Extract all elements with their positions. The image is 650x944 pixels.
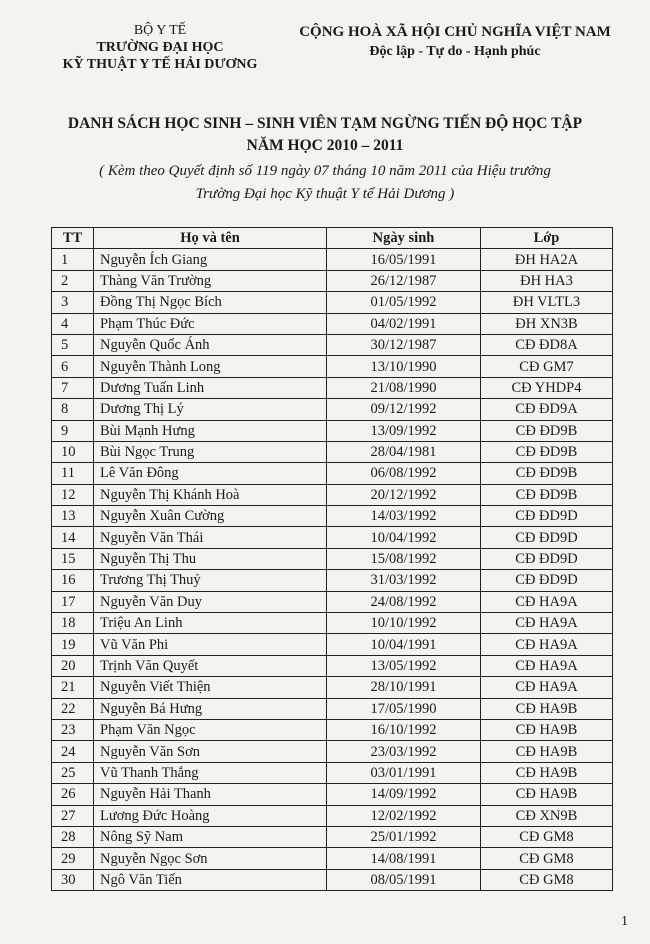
row-number: 23 [52, 719, 94, 740]
row-number: 14 [52, 527, 94, 548]
class-code: CĐ HA9A [481, 655, 613, 676]
student-name: Phạm Thúc Đức [94, 313, 327, 334]
birth-date: 16/10/1992 [327, 719, 481, 740]
row-number: 20 [52, 655, 94, 676]
class-code: CĐ HA9B [481, 741, 613, 762]
table-row [52, 826, 613, 847]
table-row [52, 334, 613, 355]
birth-date: 14/09/1992 [327, 784, 481, 805]
school-name-line1: TRƯỜNG ĐẠI HỌC [96, 40, 224, 55]
row-number: 10 [52, 441, 94, 462]
table-row [52, 313, 613, 334]
issuing-authority [40, 22, 280, 73]
class-code: CĐ GM8 [481, 848, 613, 869]
birth-date: 26/12/1987 [327, 270, 481, 291]
table-row [52, 463, 613, 484]
row-number: 18 [52, 613, 94, 634]
birth-date: 13/09/1992 [327, 420, 481, 441]
subtitle-line1: ( Kèm theo Quyết định số 119 ngày 07 tháng 10 năm 2011 của Hiệu trưởng [99, 163, 551, 179]
row-number: 1 [52, 249, 94, 270]
decision-reference [0, 160, 650, 206]
table-row [52, 762, 613, 783]
birth-date: 15/08/1992 [327, 548, 481, 569]
table-row [52, 527, 613, 548]
class-code: ĐH VLTL3 [481, 292, 613, 313]
class-code: ĐH XN3B [481, 313, 613, 334]
student-name: Vũ Văn Phi [94, 634, 327, 655]
row-number: 6 [52, 356, 94, 377]
birth-date: 06/08/1992 [327, 463, 481, 484]
class-code: CĐ ĐD9A [481, 399, 613, 420]
title-line1: DANH SÁCH HỌC SINH – SINH VIÊN TẠM NGỪNG TIẾN ĐỘ HỌC TẬP [67, 115, 583, 132]
birth-date: 13/10/1990 [327, 356, 481, 377]
row-number: 21 [52, 677, 94, 698]
table-row [52, 655, 613, 676]
student-name: Dương Tuấn Linh [94, 377, 327, 398]
class-code: CĐ ĐD8A [481, 334, 613, 355]
table-row [52, 741, 613, 762]
table-row [52, 249, 613, 270]
class-code: CĐ HA9B [481, 719, 613, 740]
ministry-name: BỘ Y TẾ [133, 23, 187, 38]
student-name: Nguyễn Quốc Ánh [94, 334, 327, 355]
birth-date: 12/02/1992 [327, 805, 481, 826]
class-code: CĐ XN9B [481, 805, 613, 826]
class-code: CĐ HA9A [481, 677, 613, 698]
student-name: Nguyễn Thành Long [94, 356, 327, 377]
row-number: 25 [52, 762, 94, 783]
student-name: Dương Thị Lý [94, 399, 327, 420]
header-class: Lớp [481, 228, 613, 249]
table-row [52, 270, 613, 291]
school-name-line2: KỸ THUẬT Y TẾ HẢI DƯƠNG [62, 57, 258, 72]
student-name: Vũ Thanh Thắng [94, 762, 327, 783]
student-name: Ngô Văn Tiến [94, 869, 327, 890]
student-name: Đồng Thị Ngọc Bích [94, 292, 327, 313]
row-number: 5 [52, 334, 94, 355]
birth-date: 23/03/1992 [327, 741, 481, 762]
document-title [0, 113, 650, 157]
class-code: CĐ ĐD9D [481, 506, 613, 527]
student-name: Thàng Văn Trường [94, 270, 327, 291]
header-tt: TT [52, 228, 94, 249]
birth-date: 17/05/1990 [327, 698, 481, 719]
student-name: Nguyễn Viết Thiện [94, 677, 327, 698]
class-code: ĐH HA2A [481, 249, 613, 270]
class-code: CĐ GM7 [481, 356, 613, 377]
birth-date: 31/03/1992 [327, 570, 481, 591]
table-row [52, 869, 613, 890]
national-motto: Độc lập - Tự do - Hạnh phúc [369, 44, 541, 59]
row-number: 26 [52, 784, 94, 805]
birth-date: 21/08/1990 [327, 377, 481, 398]
row-number: 9 [52, 420, 94, 441]
row-number: 13 [52, 506, 94, 527]
student-name: Triệu An Linh [94, 613, 327, 634]
header-name: Họ và tên [94, 228, 327, 249]
student-name: Nguyễn Ích Giang [94, 249, 327, 270]
header-dob: Ngày sinh [327, 228, 481, 249]
student-name: Nguyễn Bá Hưng [94, 698, 327, 719]
class-code: CĐ ĐD9B [481, 441, 613, 462]
student-name: Nguyễn Thị Thu [94, 548, 327, 569]
row-number: 27 [52, 805, 94, 826]
student-name: Nguyễn Văn Duy [94, 591, 327, 612]
birth-date: 14/03/1992 [327, 506, 481, 527]
row-number: 15 [52, 548, 94, 569]
subtitle-line2: Trường Đại học Kỹ thuật Y tế Hải Dương ) [195, 186, 455, 202]
student-name: Nguyễn Hải Thanh [94, 784, 327, 805]
birth-date: 10/04/1992 [327, 527, 481, 548]
birth-date: 16/05/1991 [327, 249, 481, 270]
table-row [52, 420, 613, 441]
row-number: 24 [52, 741, 94, 762]
class-code: CĐ HA9B [481, 762, 613, 783]
table-row [52, 570, 613, 591]
class-code: CĐ ĐD9D [481, 548, 613, 569]
row-number: 7 [52, 377, 94, 398]
class-code: CĐ ĐD9B [481, 484, 613, 505]
birth-date: 24/08/1992 [327, 591, 481, 612]
table-row [52, 784, 613, 805]
student-name: Lê Văn Đông [94, 463, 327, 484]
student-name: Bùi Mạnh Hưng [94, 420, 327, 441]
class-code: CĐ HA9A [481, 613, 613, 634]
student-name: Trương Thị Thuỷ [94, 570, 327, 591]
student-name: Nguyễn Xuân Cường [94, 506, 327, 527]
birth-date: 09/12/1992 [327, 399, 481, 420]
table-row [52, 292, 613, 313]
table-row [52, 356, 613, 377]
class-code: CĐ ĐD9B [481, 463, 613, 484]
table-row [52, 441, 613, 462]
table-row [52, 548, 613, 569]
student-name: Trịnh Văn Quyết [94, 655, 327, 676]
birth-date: 20/12/1992 [327, 484, 481, 505]
class-code: ĐH HA3 [481, 270, 613, 291]
class-code: CĐ ĐD9B [481, 420, 613, 441]
row-number: 16 [52, 570, 94, 591]
birth-date: 10/10/1992 [327, 613, 481, 634]
class-code: CĐ HA9B [481, 698, 613, 719]
class-code: CĐ GM8 [481, 869, 613, 890]
student-table [51, 227, 613, 891]
row-number: 19 [52, 634, 94, 655]
table-row [52, 698, 613, 719]
row-number: 22 [52, 698, 94, 719]
row-number: 30 [52, 869, 94, 890]
table-row [52, 591, 613, 612]
birth-date: 28/10/1991 [327, 677, 481, 698]
page-number: 1 [621, 914, 628, 929]
class-code: CĐ HA9A [481, 634, 613, 655]
student-name: Nguyễn Thị Khánh Hoà [94, 484, 327, 505]
row-number: 28 [52, 826, 94, 847]
title-line2: NĂM HỌC 2010 – 2011 [246, 137, 404, 154]
table-row [52, 848, 613, 869]
birth-date: 25/01/1992 [327, 826, 481, 847]
table-row [52, 613, 613, 634]
country-name: CỘNG HOÀ XÃ HỘI CHỦ NGHĨA VIỆT NAM [299, 24, 611, 40]
class-code: CĐ ĐD9D [481, 527, 613, 548]
birth-date: 28/04/1981 [327, 441, 481, 462]
row-number: 4 [52, 313, 94, 334]
birth-date: 01/05/1992 [327, 292, 481, 313]
birth-date: 08/05/1991 [327, 869, 481, 890]
table-row [52, 484, 613, 505]
student-name: Nông Sỹ Nam [94, 826, 327, 847]
row-number: 8 [52, 399, 94, 420]
table-header-row [52, 228, 613, 249]
national-header [270, 22, 640, 62]
class-code: CĐ HA9A [481, 591, 613, 612]
row-number: 12 [52, 484, 94, 505]
student-name: Phạm Văn Ngọc [94, 719, 327, 740]
student-name: Nguyễn Ngọc Sơn [94, 848, 327, 869]
class-code: CĐ GM8 [481, 826, 613, 847]
table-row [52, 377, 613, 398]
class-code: CĐ YHDP4 [481, 377, 613, 398]
row-number: 17 [52, 591, 94, 612]
table-row [52, 506, 613, 527]
table-row [52, 399, 613, 420]
table-row [52, 677, 613, 698]
row-number: 29 [52, 848, 94, 869]
birth-date: 13/05/1992 [327, 655, 481, 676]
student-name: Bùi Ngọc Trung [94, 441, 327, 462]
row-number: 3 [52, 292, 94, 313]
birth-date: 04/02/1991 [327, 313, 481, 334]
row-number: 2 [52, 270, 94, 291]
birth-date: 14/08/1991 [327, 848, 481, 869]
birth-date: 10/04/1991 [327, 634, 481, 655]
student-name: Nguyễn Văn Sơn [94, 741, 327, 762]
class-code: CĐ ĐD9D [481, 570, 613, 591]
birth-date: 30/12/1987 [327, 334, 481, 355]
table-row [52, 634, 613, 655]
table-row [52, 805, 613, 826]
birth-date: 03/01/1991 [327, 762, 481, 783]
row-number: 11 [52, 463, 94, 484]
student-name: Lương Đức Hoàng [94, 805, 327, 826]
table-row [52, 719, 613, 740]
student-name: Nguyễn Văn Thái [94, 527, 327, 548]
class-code: CĐ HA9B [481, 784, 613, 805]
